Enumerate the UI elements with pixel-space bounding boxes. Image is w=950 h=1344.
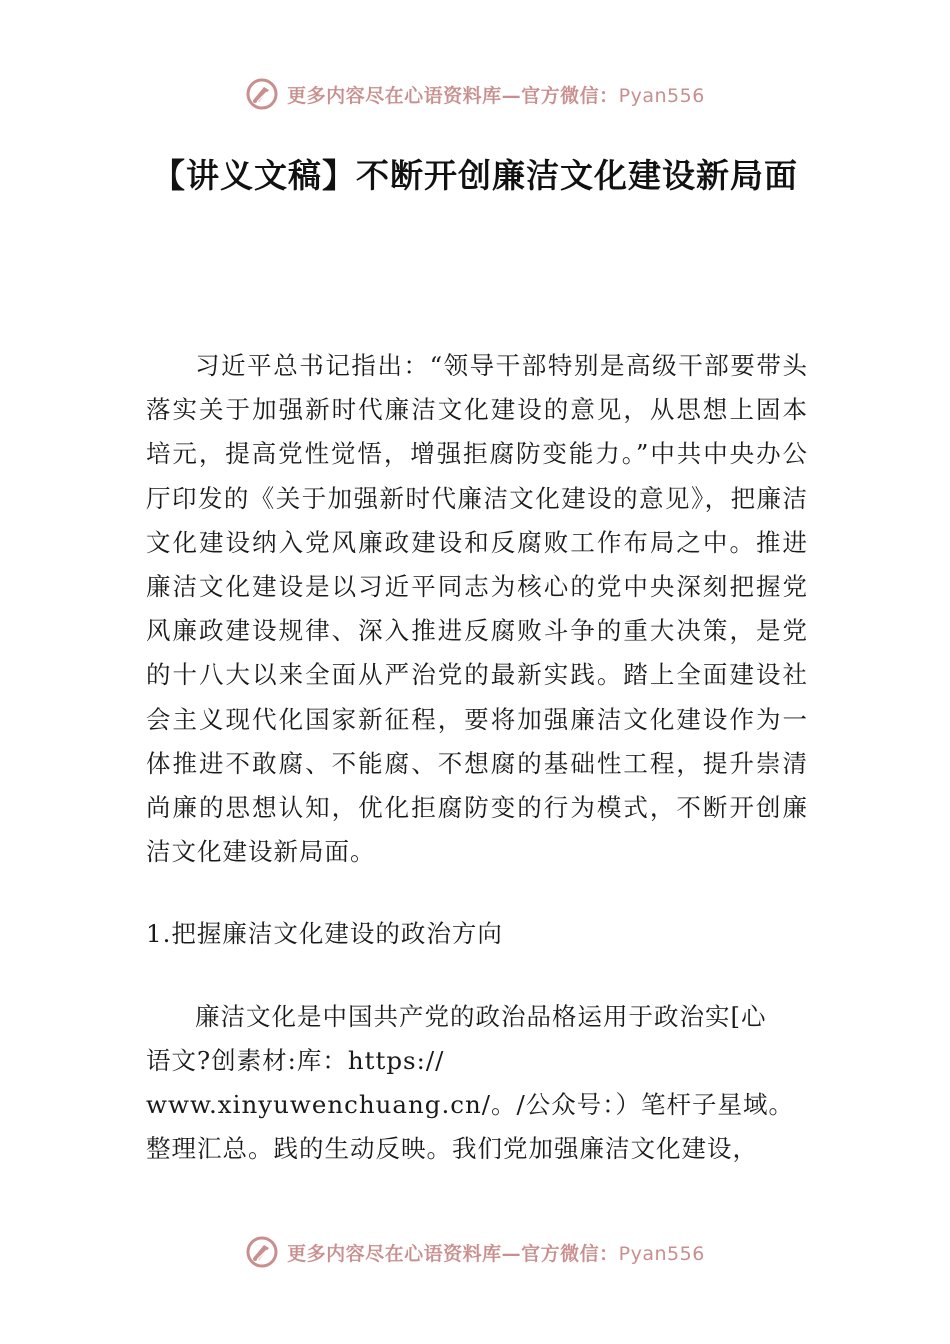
brand-logo-icon — [245, 1235, 279, 1269]
wechat-id: Pyan556 — [618, 1242, 705, 1265]
section-paragraph — [146, 995, 808, 1172]
footer-banner-text: 更多内容尽在心语资料库—官方微信：Pyan556 — [287, 1242, 705, 1265]
footer-banner — [0, 1232, 950, 1272]
section-paragraph-line: 廉洁文化是中国共产党的政治品格运用于政治实[心 — [195, 1001, 767, 1031]
document-body — [146, 344, 808, 1171]
section-paragraph-line: 整理汇总。践的生动反映。我们党加强廉洁文化建设， — [146, 1134, 758, 1164]
header-banner-text: 更多内容尽在心语资料库—官方微信：Pyan556 — [287, 84, 705, 107]
wechat-id: Pyan556 — [618, 84, 705, 107]
brand-logo-icon — [245, 77, 279, 111]
header-banner — [0, 74, 950, 114]
page-title: 【讲义文稿】不断开创廉洁文化建设新局面 — [152, 156, 798, 195]
section-heading: 1.把握廉洁文化建设的政治方向 — [146, 919, 503, 949]
section-paragraph-line: 语文?创素材:库：https:// — [146, 1045, 445, 1075]
intro-paragraph: 习近平总书记指出：“领导干部特别是高级干部要带头落实关于加强新时代廉洁文化建设的意见，从思想上固本培元，提高党性觉悟，增强拒腐防变能力。”中共中央办公厅印发的《关于加强新时代廉洁文化建设的意见》，把廉洁文化建设纳入党风廉政建设和反腐败工作布局之中。推进廉洁文化建设是以习近平同志为核心的党中央深刻把握党风廉政建设规律、深入推进反腐败斗争的重大决策，是党的十八大以来全面从严治党的最新实践。踏上全面建设社会主义现代化国家新征程，要将加强廉洁文化建设作为一体推进不敢腐、不能腐、不想腐的基础性工程，提升崇清尚廉的思想认知，优化拒腐防变的行为模式，不断开创廉洁文化建设新局面。 — [146, 351, 808, 867]
section-paragraph-line: www.xinyuwenchuang.cn/。/公众号：）笔杆子星域。 — [146, 1090, 794, 1120]
